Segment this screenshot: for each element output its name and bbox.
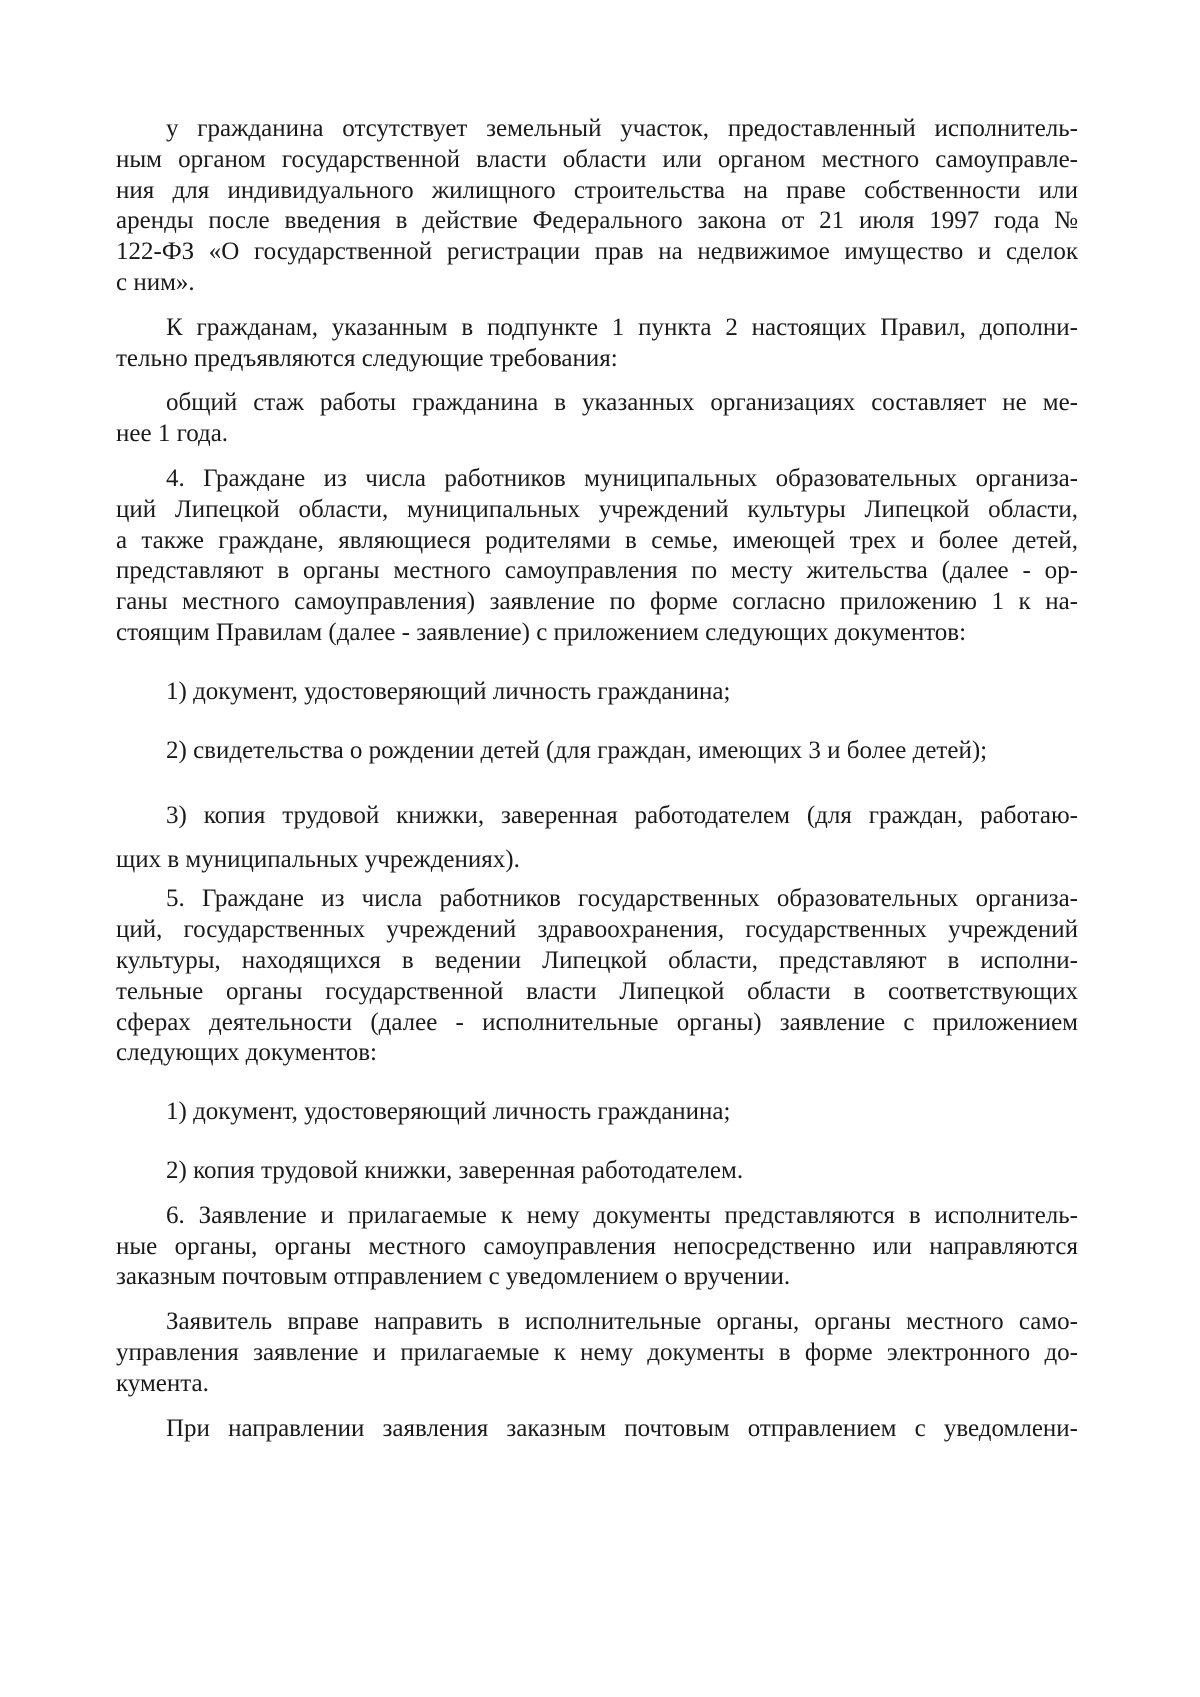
text-line: кумента. [116, 1369, 209, 1397]
text-line: ганы местного самоуправления) заявление по форме согласно приложению 1 к на- [116, 588, 1078, 616]
text-line: 5. Граждане из числа работников государственных образовательных организа- [166, 885, 1078, 913]
text-line: Заявитель вправе направить в исполнительные органы, органы местного само- [166, 1308, 1078, 1336]
list-item-birth-certificates: 2) свидетельства о рождении детей (для граждан, имеющих 3 и более детей); [166, 736, 988, 764]
text-line: сферах деятельности (далее - исполнительные органы) заявление с приложением [116, 1008, 1078, 1036]
text-line: 6. Заявление и прилагаемые к нему документы представляются в исполнитель- [166, 1201, 1078, 1229]
text-line: ций, государственных учреждений здравоохранения, государственных учреждений [116, 916, 1078, 944]
text-line: ные органы, органы местного самоуправления непосредственно или направляются [116, 1232, 1078, 1260]
text-line: нее 1 года. [116, 420, 229, 448]
paragraph-item-4 [116, 464, 1078, 649]
text-line: аренды после введения в действие Федерального закона от 21 июля 1997 года № [116, 207, 1078, 235]
paragraph-work-experience [116, 388, 1078, 450]
text-line: у гражданина отсутствует земельный участок, предоставленный исполнитель- [166, 115, 1078, 142]
paragraph-land-plot [116, 114, 1078, 299]
list-item-employment-record-2: 2) копия трудовой книжки, заверенная работодателем. [166, 1156, 744, 1184]
text-line: стоящим Правилам (далее - заявление) с приложением следующих документов: [116, 618, 967, 646]
document-page [116, 114, 1078, 1444]
paragraph-item-6 [116, 1201, 1078, 1293]
text-line: следующих документов: [116, 1039, 377, 1067]
paragraph-postal-submission [116, 1414, 1078, 1445]
text-line: 3) копия трудовой книжки, заверенная работодателем (для граждан, работаю- [166, 802, 1078, 830]
list-item-employment-record [116, 794, 1078, 882]
text-line: тельно предъявляются следующие требования: [116, 344, 618, 372]
text-line: тельные органы государственной власти Липецкой области в соответствующих [116, 977, 1078, 1005]
text-line: ния для индивидуального жилищного строительства на праве собственности или [116, 176, 1078, 204]
paragraph-item-5 [116, 884, 1078, 1069]
text-line: ным органом государственной власти области или органом местного самоуправле- [116, 145, 1078, 173]
text-line: 4. Граждане из числа работников муниципальных образовательных организа- [166, 464, 1078, 492]
list-item-identity-document: 1) документ, удостоверяющий личность гражданина; [166, 677, 731, 705]
text-line: с ним». [116, 268, 195, 296]
text-line: щих в муниципальных учреждениях). [116, 846, 520, 874]
text-line: 122-ФЗ «О государственной регистрации прав на недвижимое имущество и сделок [116, 238, 1078, 266]
text-line: общий стаж работы гражданина в указанных организациях составляет не ме- [166, 389, 1078, 417]
text-line: управления заявление и прилагаемые к нему документы в форме электронного до- [116, 1338, 1078, 1366]
paragraph-additional-requirements [116, 313, 1078, 375]
text-line: При направлении заявления заказным почтовым отправлением с уведомлени- [166, 1414, 1078, 1442]
paragraph-electronic-submission [116, 1307, 1078, 1399]
text-line: представляют в органы местного самоуправления по месту жительства (далее - ор- [116, 557, 1078, 585]
text-line: а также граждане, являющиеся родителями в семье, имеющей трех и более детей, [116, 526, 1078, 554]
text-line: заказным почтовым отправлением с уведомлением о вручении. [116, 1263, 791, 1291]
text-line: ций Липецкой области, муниципальных учреждений культуры Липецкой области, [116, 495, 1078, 523]
text-line: К гражданам, указанным в подпункте 1 пункта 2 настоящих Правил, дополни- [166, 313, 1078, 341]
list-item-identity-document-2: 1) документ, удостоверяющий личность гражданина; [166, 1098, 731, 1126]
text-line: культуры, находящихся в ведении Липецкой области, представляют в исполни- [116, 946, 1078, 974]
